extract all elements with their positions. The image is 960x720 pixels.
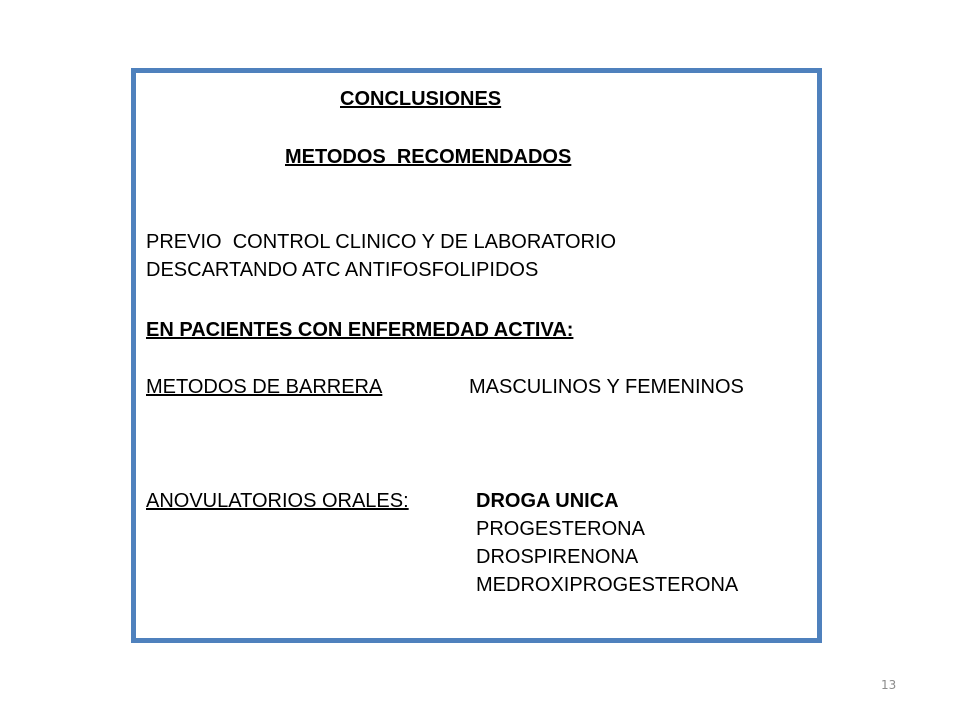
page-number: 13 xyxy=(881,678,897,692)
section-heading: EN PACIENTES CON ENFERMEDAD ACTIVA: xyxy=(146,319,574,341)
drug-item: PROGESTERONA xyxy=(476,518,645,540)
oral-contraceptives-value: DROGA UNICA xyxy=(476,490,619,512)
content-frame xyxy=(131,68,822,643)
drug-item: DROSPIRENONA xyxy=(476,546,639,568)
barrier-methods-label: METODOS DE BARRERA xyxy=(146,376,383,398)
slide-title: CONCLUSIONES xyxy=(340,88,502,110)
barrier-methods-value: MASCULINOS Y FEMENINOS xyxy=(469,376,744,398)
intro-line-2: DESCARTANDO ATC ANTIFOSFOLIPIDOS xyxy=(146,259,539,281)
oral-contraceptives-label: ANOVULATORIOS ORALES: xyxy=(146,490,409,512)
slide-subtitle: METODOS RECOMENDADOS xyxy=(285,146,572,168)
intro-line-1: PREVIO CONTROL CLINICO Y DE LABORATORIO xyxy=(146,231,617,253)
drug-item: MEDROXIPROGESTERONA xyxy=(476,574,739,596)
